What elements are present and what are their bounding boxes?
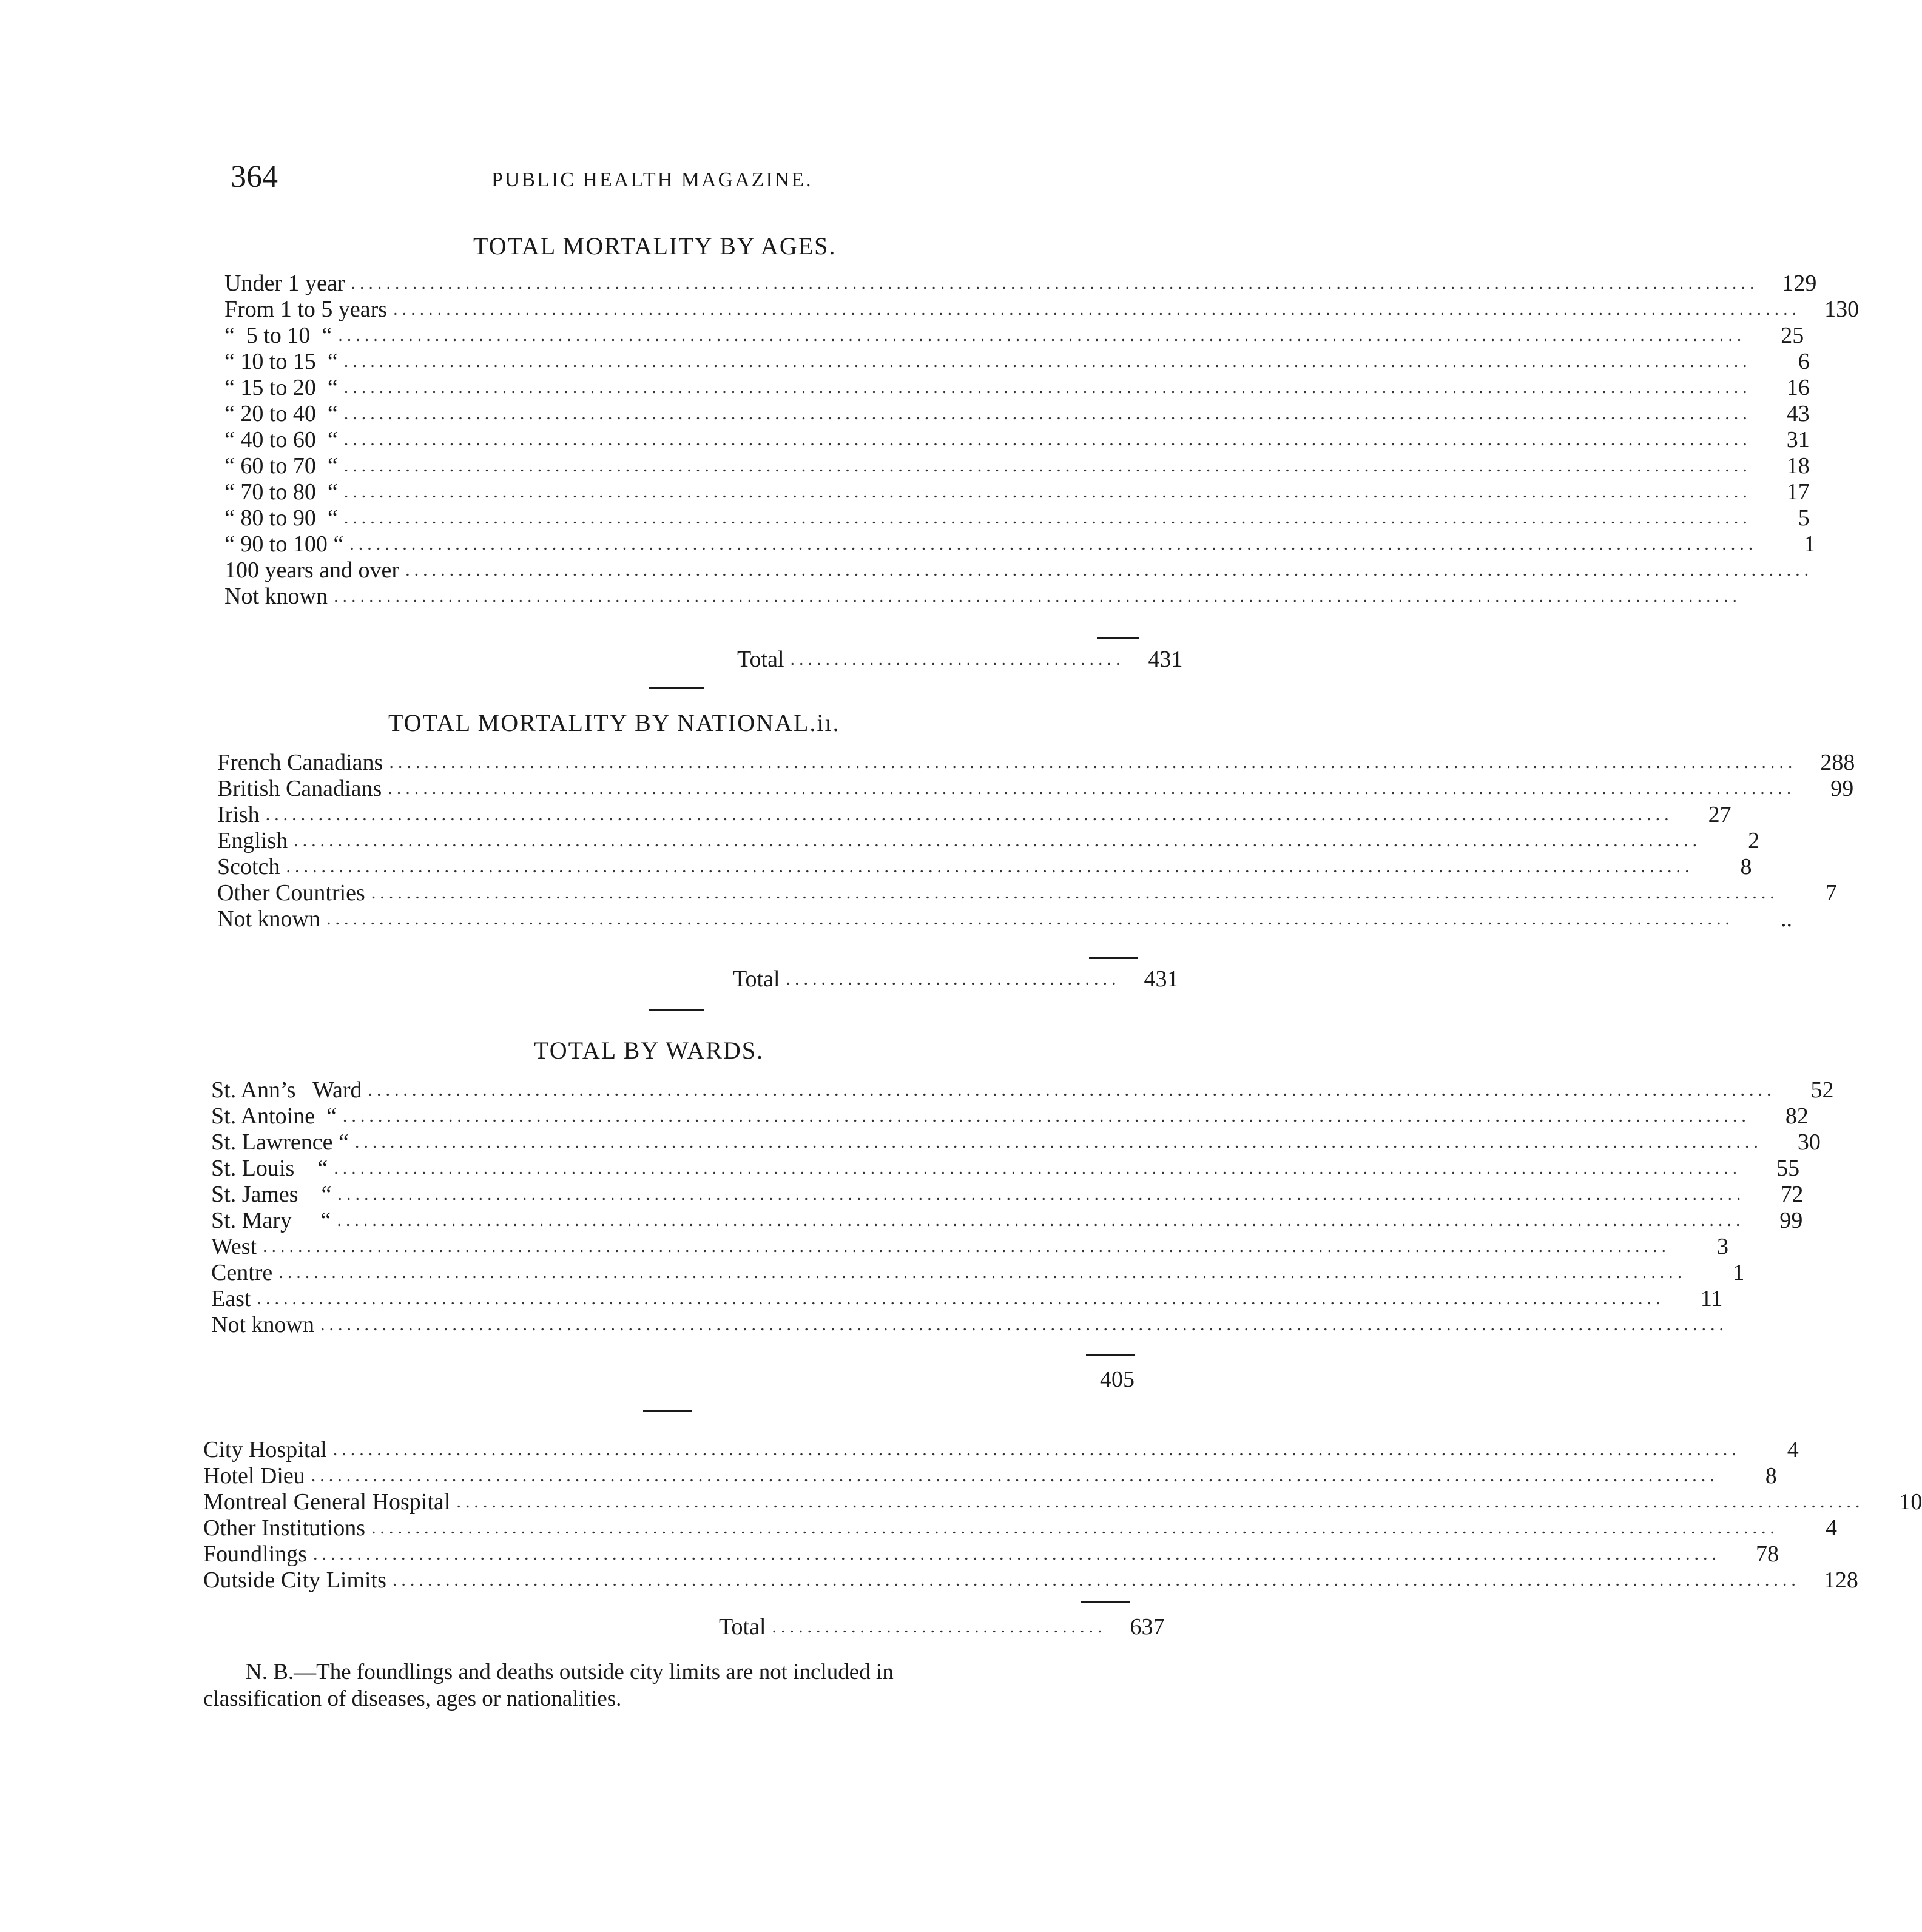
- dot-leader: ................................................................................................................................................................: [313, 1543, 1721, 1564]
- institutions-row: [203, 1567, 1858, 1593]
- wards-row: [211, 1233, 1729, 1259]
- nationality-row-label: English: [217, 827, 288, 853]
- nationality-row-value: 2: [1748, 827, 1760, 853]
- wards-row: [211, 1285, 1723, 1311]
- institutions-row-value: 4: [1787, 1436, 1799, 1462]
- dot-leader: ................................................................................................................................................................: [371, 882, 1779, 903]
- nationality-row-label: Scotch: [217, 853, 280, 880]
- nationality-row-value: 99: [1830, 775, 1854, 801]
- wards-row: [211, 1129, 1821, 1155]
- institutions-row: [203, 1462, 1777, 1489]
- ages-row-label: “ 60 to 70 “: [224, 453, 338, 479]
- dot-leader: ................................................................................................................................................................: [343, 403, 1752, 423]
- nationality-title: TOTAL MORTALITY BY NATIONAL.iı.: [388, 709, 840, 736]
- dot-leader: ................................................................................................................................................................: [333, 585, 1741, 606]
- institutions-total-value: 637: [1130, 1614, 1165, 1640]
- institutions-row-value: 78: [1756, 1541, 1779, 1567]
- nationality-row-value: ..: [1780, 906, 1792, 932]
- wards-row-label: St. Lawrence “: [211, 1129, 349, 1155]
- dot-leader: ................................................................................................................................................................: [349, 533, 1758, 554]
- dot-leader: ......................................: [786, 969, 1121, 989]
- ages-row-value: 18: [1786, 453, 1810, 479]
- nationality-row: [217, 775, 1854, 801]
- wards-subtotal-rule: [1086, 1354, 1135, 1356]
- ages-row-value: 1: [1804, 531, 1816, 557]
- nationality-row-value: 8: [1740, 853, 1752, 880]
- ages-row-label: Not known: [224, 583, 328, 609]
- institutions-row: [203, 1489, 1922, 1515]
- nationality-row-label: Other Countries: [217, 880, 365, 906]
- nationality-row-value: 27: [1708, 801, 1731, 827]
- dot-leader: ................................................................................................................................................................: [343, 481, 1752, 502]
- wards-row: [211, 1181, 1804, 1207]
- dot-leader: ................................................................................................................................................................: [265, 804, 1673, 824]
- wards-row-value: 30: [1797, 1129, 1821, 1155]
- wards-row: [211, 1077, 1834, 1103]
- wards-row-value: 11: [1700, 1285, 1723, 1311]
- wards-row-label: West: [211, 1233, 257, 1259]
- footnote: [203, 1659, 1128, 1712]
- institutions-row-value: 10: [1899, 1489, 1922, 1515]
- institutions-row-label: Outside City Limits: [203, 1567, 386, 1593]
- ages-row: [224, 322, 1804, 348]
- ages-row-label: “ 90 to 100 “: [224, 531, 344, 557]
- ages-row-label: 100 years and over: [224, 557, 400, 583]
- nationality-table: [217, 749, 1855, 932]
- ages-row-value: 43: [1786, 400, 1810, 426]
- footnote-line-2: classification of diseases, ages or nationalities.: [203, 1686, 622, 1711]
- dot-leader: ................................................................................................................................................................: [343, 455, 1752, 476]
- ages-row: [224, 348, 1810, 374]
- dot-leader: ................................................................................................................................................................: [388, 778, 1796, 798]
- ages-row-value: 130: [1824, 296, 1860, 322]
- ages-row: [224, 426, 1810, 453]
- section-divider: [649, 1009, 704, 1011]
- ages-row: [224, 583, 1741, 609]
- ages-row: [224, 270, 1817, 296]
- wards-row-label: Centre: [211, 1259, 273, 1285]
- nationality-row-label: Irish: [217, 801, 260, 827]
- nationality-row-label: French Canadians: [217, 749, 383, 775]
- nationality-total-row: [733, 966, 1179, 992]
- institutions-row-value: 4: [1826, 1515, 1838, 1541]
- ages-row-value: 129: [1782, 270, 1817, 296]
- wards-subtotal-value: 405: [1100, 1367, 1135, 1392]
- ages-row: [224, 453, 1810, 479]
- page-number: 364: [231, 160, 278, 194]
- wards-row: [211, 1311, 1728, 1338]
- institutions-row-label: Montreal General Hospital: [203, 1489, 451, 1515]
- dot-leader: ......................................: [790, 649, 1125, 669]
- dot-leader: ......................................: [772, 1617, 1107, 1637]
- institutions-row: [203, 1541, 1779, 1567]
- dot-leader: ................................................................................................................................................................: [371, 1517, 1779, 1538]
- wards-row-label: Not known: [211, 1311, 314, 1338]
- institutions-row-label: Foundlings: [203, 1541, 308, 1567]
- wards-row-value: 55: [1776, 1155, 1800, 1181]
- dot-leader: ................................................................................................................................................................: [286, 856, 1694, 877]
- ages-total-label: Total: [737, 647, 784, 672]
- wards-row-value: 99: [1779, 1207, 1803, 1233]
- ages-row-label: “ 10 to 15 “: [224, 348, 338, 374]
- ages-row: [224, 505, 1810, 531]
- dot-leader: ................................................................................................................................................................: [343, 351, 1752, 371]
- ages-row: [224, 531, 1816, 557]
- dot-leader: ................................................................................................................................................................: [342, 1105, 1750, 1126]
- dot-leader: ................................................................................................................................................................: [392, 1569, 1800, 1590]
- ages-row-value: 25: [1781, 322, 1804, 348]
- institutions-row-label: City Hospital: [203, 1436, 327, 1462]
- dot-leader: ................................................................................................................................................................: [456, 1491, 1864, 1512]
- nationality-row: [217, 801, 1731, 827]
- ages-row-label: “ 15 to 20 “: [224, 374, 338, 400]
- dot-leader: ................................................................................................................................................................: [338, 325, 1746, 345]
- institutions-row: [203, 1436, 1799, 1462]
- page-header: [231, 159, 1128, 207]
- ages-row-label: “ 70 to 80 “: [224, 479, 338, 505]
- dot-leader: ................................................................................................................................................................: [257, 1288, 1665, 1308]
- nationality-row-value: 7: [1825, 880, 1837, 906]
- dot-leader: ................................................................................................................................................................: [393, 298, 1801, 319]
- wards-row: [211, 1259, 1745, 1285]
- footnote-line-1: N. B.—The foundlings and deaths outside city limits are not included in: [246, 1660, 894, 1685]
- dot-leader: ................................................................................................................................................................: [337, 1183, 1745, 1204]
- dot-leader: ................................................................................................................................................................: [368, 1079, 1776, 1100]
- wards-row-label: St. Mary “: [211, 1207, 331, 1233]
- ages-row-value: 16: [1786, 374, 1810, 400]
- ages-row: [224, 479, 1810, 505]
- ages-total-value: 431: [1148, 647, 1183, 672]
- nationality-row-value: 288: [1820, 749, 1855, 775]
- nationality-row: [217, 827, 1760, 853]
- institutions-total-rule: [1081, 1601, 1130, 1603]
- wards-row-label: St. Ann’s Ward: [211, 1077, 362, 1103]
- dot-leader: ................................................................................................................................................................: [405, 559, 1813, 580]
- ages-row-value: 17: [1786, 479, 1810, 505]
- nationality-total-label: Total: [733, 966, 780, 992]
- dot-leader: ................................................................................................................................................................: [311, 1465, 1719, 1486]
- institutions-total-row: [719, 1614, 1165, 1640]
- ages-table: [224, 270, 1860, 609]
- ages-total-rule: [1097, 637, 1139, 639]
- nationality-row-label: Not known: [217, 906, 320, 932]
- ages-row-label: Under 1 year: [224, 270, 345, 296]
- institutions-row-label: Other Institutions: [203, 1515, 366, 1541]
- nationality-total-value: 431: [1144, 966, 1179, 992]
- wards-row: [211, 1155, 1800, 1181]
- wards-row-label: East: [211, 1285, 251, 1311]
- ages-row-value: 5: [1798, 505, 1810, 531]
- nationality-row: [217, 853, 1752, 880]
- ages-row-label: From 1 to 5 years: [224, 296, 388, 322]
- dot-leader: ................................................................................................................................................................: [334, 1157, 1742, 1178]
- section-divider: [649, 687, 704, 689]
- wards-row: [211, 1207, 1803, 1233]
- ages-row: [224, 557, 1813, 583]
- nationality-row-label: British Canadians: [217, 775, 382, 801]
- ages-row-label: “ 80 to 90 “: [224, 505, 338, 531]
- dot-leader: ................................................................................................................................................................: [343, 377, 1752, 397]
- ages-total-row: [737, 646, 1183, 673]
- institutions-row-value: 8: [1765, 1462, 1777, 1489]
- wards-row-value: 82: [1785, 1103, 1809, 1129]
- wards-row-value: 72: [1780, 1181, 1804, 1207]
- nationality-row: [217, 880, 1837, 906]
- dot-leader: ................................................................................................................................................................: [354, 1131, 1762, 1152]
- wards-row-label: St. Antoine “: [211, 1103, 337, 1129]
- institutions-row-label: Hotel Dieu: [203, 1462, 305, 1489]
- dot-leader: ................................................................................................................................................................: [326, 908, 1734, 929]
- wards-row-value: 3: [1717, 1233, 1729, 1259]
- institutions-total-label: Total: [719, 1614, 766, 1640]
- wards-row-value: 52: [1810, 1077, 1834, 1103]
- dot-leader: ................................................................................................................................................................: [389, 752, 1797, 772]
- dot-leader: ................................................................................................................................................................: [343, 429, 1752, 449]
- ages-row: [224, 296, 1860, 322]
- wards-title: TOTAL BY WARDS.: [534, 1037, 764, 1064]
- dot-leader: ................................................................................................................................................................: [278, 1262, 1687, 1282]
- running-head: PUBLIC HEALTH MAGAZINE.: [491, 169, 813, 191]
- dot-leader: ................................................................................................................................................................: [351, 272, 1759, 293]
- ages-row-label: “ 5 to 10 “: [224, 322, 332, 348]
- ages-row-label: “ 40 to 60 “: [224, 426, 338, 453]
- wards-row-value: 1: [1733, 1259, 1745, 1285]
- wards-subtotal-row: [1031, 1366, 1135, 1393]
- dot-leader: ................................................................................................................................................................: [294, 830, 1702, 850]
- wards-table: [211, 1077, 1834, 1338]
- wards-row-label: St. James “: [211, 1181, 332, 1207]
- wards-row: [211, 1103, 1809, 1129]
- wards-row-label: St. Louis “: [211, 1155, 328, 1181]
- ages-row-value: 31: [1786, 426, 1810, 453]
- nationality-row: [217, 749, 1855, 775]
- institutions-table: [203, 1436, 1922, 1593]
- ages-row-label: “ 20 to 40 “: [224, 400, 338, 426]
- dot-leader: ................................................................................................................................................................: [343, 507, 1752, 528]
- ages-title: TOTAL MORTALITY BY AGES.: [473, 232, 837, 260]
- section-divider: [643, 1410, 692, 1412]
- ages-row-value: 6: [1798, 348, 1810, 374]
- dot-leader: ................................................................................................................................................................: [332, 1439, 1741, 1459]
- institutions-row-value: 128: [1823, 1567, 1858, 1593]
- nationality-total-rule: [1089, 957, 1138, 959]
- nationality-row: [217, 906, 1792, 932]
- institutions-row: [203, 1515, 1838, 1541]
- dot-leader: ................................................................................................................................................................: [320, 1314, 1728, 1335]
- ages-row: [224, 374, 1810, 400]
- dot-leader: ................................................................................................................................................................: [263, 1236, 1671, 1256]
- ages-row: [224, 400, 1810, 426]
- dot-leader: ................................................................................................................................................................: [337, 1210, 1745, 1230]
